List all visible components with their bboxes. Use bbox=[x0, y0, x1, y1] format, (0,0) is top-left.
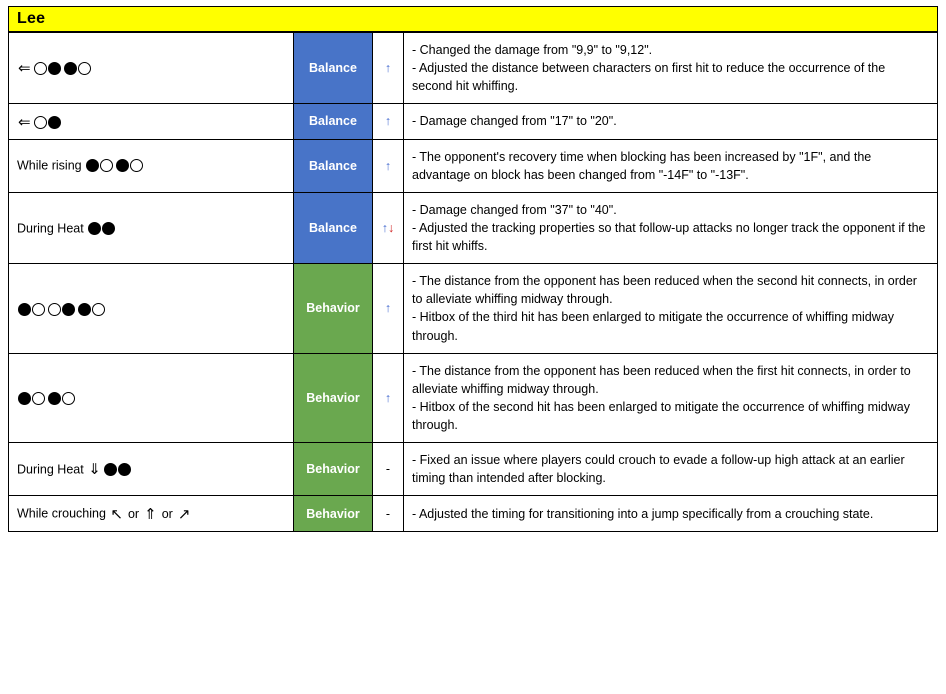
table-row bbox=[9, 192, 938, 263]
change-description-cell bbox=[404, 264, 938, 354]
button-filled-icon bbox=[88, 222, 101, 235]
button-hollow-icon bbox=[92, 303, 105, 316]
button-hollow-icon bbox=[78, 62, 91, 75]
move-prefix-label: During Heat bbox=[17, 221, 88, 236]
button-filled-icon bbox=[48, 116, 61, 129]
change-description-line: - The opponent's recovery time when blocking has been increased by "1F", and the advantage on block has been changed from "-14F" to "-13F". bbox=[412, 149, 872, 182]
change-description-line: - Fixed an issue where players could crouch to evade a follow-up high attack at an earlier timing than intended after blocking. bbox=[412, 453, 905, 486]
button-hollow-icon bbox=[32, 392, 45, 405]
move-notation-cell bbox=[9, 192, 294, 263]
upleft-arrow-icon: ↖ bbox=[110, 505, 123, 523]
up-arrow-icon: ⇑ bbox=[144, 505, 157, 523]
change-direction-cell bbox=[373, 33, 404, 104]
input-sequence bbox=[85, 159, 144, 172]
change-direction-cell bbox=[373, 496, 404, 532]
back-arrow-icon: ⇐ bbox=[18, 60, 31, 78]
input-button-pair bbox=[34, 116, 61, 129]
change-description-line: - Damage changed from "17" to "20". bbox=[412, 114, 617, 129]
arrow-up-icon: ↑ bbox=[384, 158, 392, 173]
table-row bbox=[9, 264, 938, 354]
dash-label: - bbox=[385, 506, 391, 521]
button-filled-icon bbox=[18, 392, 31, 405]
input-sequence bbox=[17, 61, 92, 76]
input-button-pair bbox=[18, 392, 45, 405]
arrow-down-icon: ↓ bbox=[388, 220, 395, 235]
button-filled-icon bbox=[104, 463, 117, 476]
button-hollow-icon bbox=[130, 159, 143, 172]
button-filled-icon bbox=[62, 303, 75, 316]
input-sequence bbox=[17, 115, 62, 130]
button-filled-icon bbox=[118, 463, 131, 476]
input-button-pair bbox=[34, 62, 61, 75]
change-description-line: - Changed the damage from "9,9" to "9,12". bbox=[412, 43, 653, 57]
change-description-line: - The distance from the opponent has been reduced when the second hit connects, in order to alleviate whiffing midway through. bbox=[412, 274, 917, 307]
change-description-cell bbox=[404, 353, 938, 443]
input-or-label: or bbox=[161, 507, 173, 522]
arrow-up-icon: ↑ bbox=[384, 301, 392, 316]
button-hollow-icon bbox=[100, 159, 113, 172]
table-row bbox=[9, 443, 938, 496]
change-description-line: - Hitbox of the third hit has been enlarged to mitigate the occurrence of whiffing midway through. bbox=[412, 310, 894, 343]
move-notation-cell bbox=[9, 443, 294, 496]
button-filled-icon bbox=[48, 62, 61, 75]
input-button-pair bbox=[64, 62, 91, 75]
table-row bbox=[9, 33, 938, 104]
button-hollow-icon bbox=[62, 392, 75, 405]
arrow-up-icon: ↑ bbox=[384, 114, 392, 129]
page-title: Lee bbox=[17, 10, 46, 27]
change-description-cell bbox=[404, 139, 938, 192]
arrow-up-icon: ↑ bbox=[384, 390, 392, 405]
move-notation-cell bbox=[9, 139, 294, 192]
move-prefix-label: While crouching bbox=[17, 507, 110, 522]
change-direction-cell bbox=[373, 443, 404, 496]
input-button-pair bbox=[48, 303, 75, 316]
button-filled-icon bbox=[116, 159, 129, 172]
change-description-cell bbox=[404, 496, 938, 532]
input-button-pair bbox=[78, 303, 105, 316]
change-direction-cell bbox=[373, 353, 404, 443]
input-button-pair bbox=[48, 392, 75, 405]
button-hollow-icon bbox=[34, 116, 47, 129]
button-filled-icon bbox=[64, 62, 77, 75]
change-description-line: - Adjusted the distance between characters on first hit to reduce the occurrence of the second hit whiffing. bbox=[412, 61, 886, 94]
move-prefix-label: During Heat bbox=[17, 462, 88, 477]
category-badge: Behavior bbox=[294, 443, 373, 496]
input-sequence bbox=[109, 505, 191, 523]
button-filled-icon bbox=[102, 222, 115, 235]
table-row bbox=[9, 496, 938, 532]
button-filled-icon bbox=[48, 392, 61, 405]
button-hollow-icon bbox=[32, 303, 45, 316]
button-hollow-icon bbox=[34, 62, 47, 75]
change-description-line: - Adjusted the tracking properties so that follow-up attacks no longer track the opponent if the first hit whiffs. bbox=[412, 220, 926, 253]
input-sequence bbox=[87, 462, 132, 477]
arrow-up-icon: ↑ bbox=[381, 220, 388, 235]
move-notation-cell bbox=[9, 353, 294, 443]
category-badge: Balance bbox=[294, 104, 373, 139]
button-filled-icon bbox=[86, 159, 99, 172]
table-row bbox=[9, 104, 938, 139]
category-badge: Balance bbox=[294, 33, 373, 104]
change-direction-cell bbox=[373, 264, 404, 354]
change-direction-cell bbox=[373, 192, 404, 263]
change-description-line: - Hitbox of the second hit has been enlarged to mitigate the occurrence of whiffing midway through. bbox=[412, 399, 910, 432]
input-button-pair bbox=[18, 303, 45, 316]
change-description-line: - Adjusted the timing for transitioning into a jump specifically from a crouching state. bbox=[412, 506, 874, 521]
input-sequence bbox=[87, 222, 116, 235]
change-description-line: - The distance from the opponent has been reduced when the first hit connects, in order to alleviate whiffing midway through. bbox=[412, 363, 911, 396]
button-hollow-icon bbox=[48, 303, 61, 316]
category-badge: Balance bbox=[294, 192, 373, 263]
input-sequence bbox=[17, 392, 76, 405]
input-sequence bbox=[17, 303, 106, 316]
button-filled-icon bbox=[78, 303, 91, 316]
change-description-cell bbox=[404, 443, 938, 496]
arrow-up-icon: ↑ bbox=[384, 61, 392, 76]
table-row bbox=[9, 353, 938, 443]
patch-notes-table bbox=[8, 32, 938, 532]
input-button-pair bbox=[116, 159, 143, 172]
change-direction-cell bbox=[373, 139, 404, 192]
change-description-cell bbox=[404, 33, 938, 104]
input-button-pair bbox=[88, 222, 115, 235]
category-badge: Behavior bbox=[294, 496, 373, 532]
down-arrow-icon: ⇓ bbox=[88, 461, 101, 479]
move-prefix-label: While rising bbox=[17, 158, 86, 173]
category-badge: Balance bbox=[294, 139, 373, 192]
character-title-bar bbox=[8, 6, 938, 32]
table-row bbox=[9, 139, 938, 192]
upright-arrow-icon: ↗ bbox=[177, 505, 191, 523]
change-description-cell bbox=[404, 104, 938, 139]
move-notation-cell bbox=[9, 496, 294, 532]
dash-label: - bbox=[385, 462, 391, 477]
move-notation-cell bbox=[9, 264, 294, 354]
category-badge: Behavior bbox=[294, 264, 373, 354]
move-notation-cell bbox=[9, 33, 294, 104]
input-or-label: or bbox=[127, 507, 140, 522]
move-notation-cell bbox=[9, 104, 294, 139]
change-description-cell bbox=[404, 192, 938, 263]
button-filled-icon bbox=[18, 303, 31, 316]
change-direction-cell bbox=[373, 104, 404, 139]
input-button-pair bbox=[86, 159, 113, 172]
change-description-line: - Damage changed from "37" to "40". bbox=[412, 202, 617, 217]
back-arrow-icon: ⇐ bbox=[18, 113, 31, 131]
category-badge: Behavior bbox=[294, 353, 373, 443]
input-button-pair bbox=[104, 463, 131, 476]
